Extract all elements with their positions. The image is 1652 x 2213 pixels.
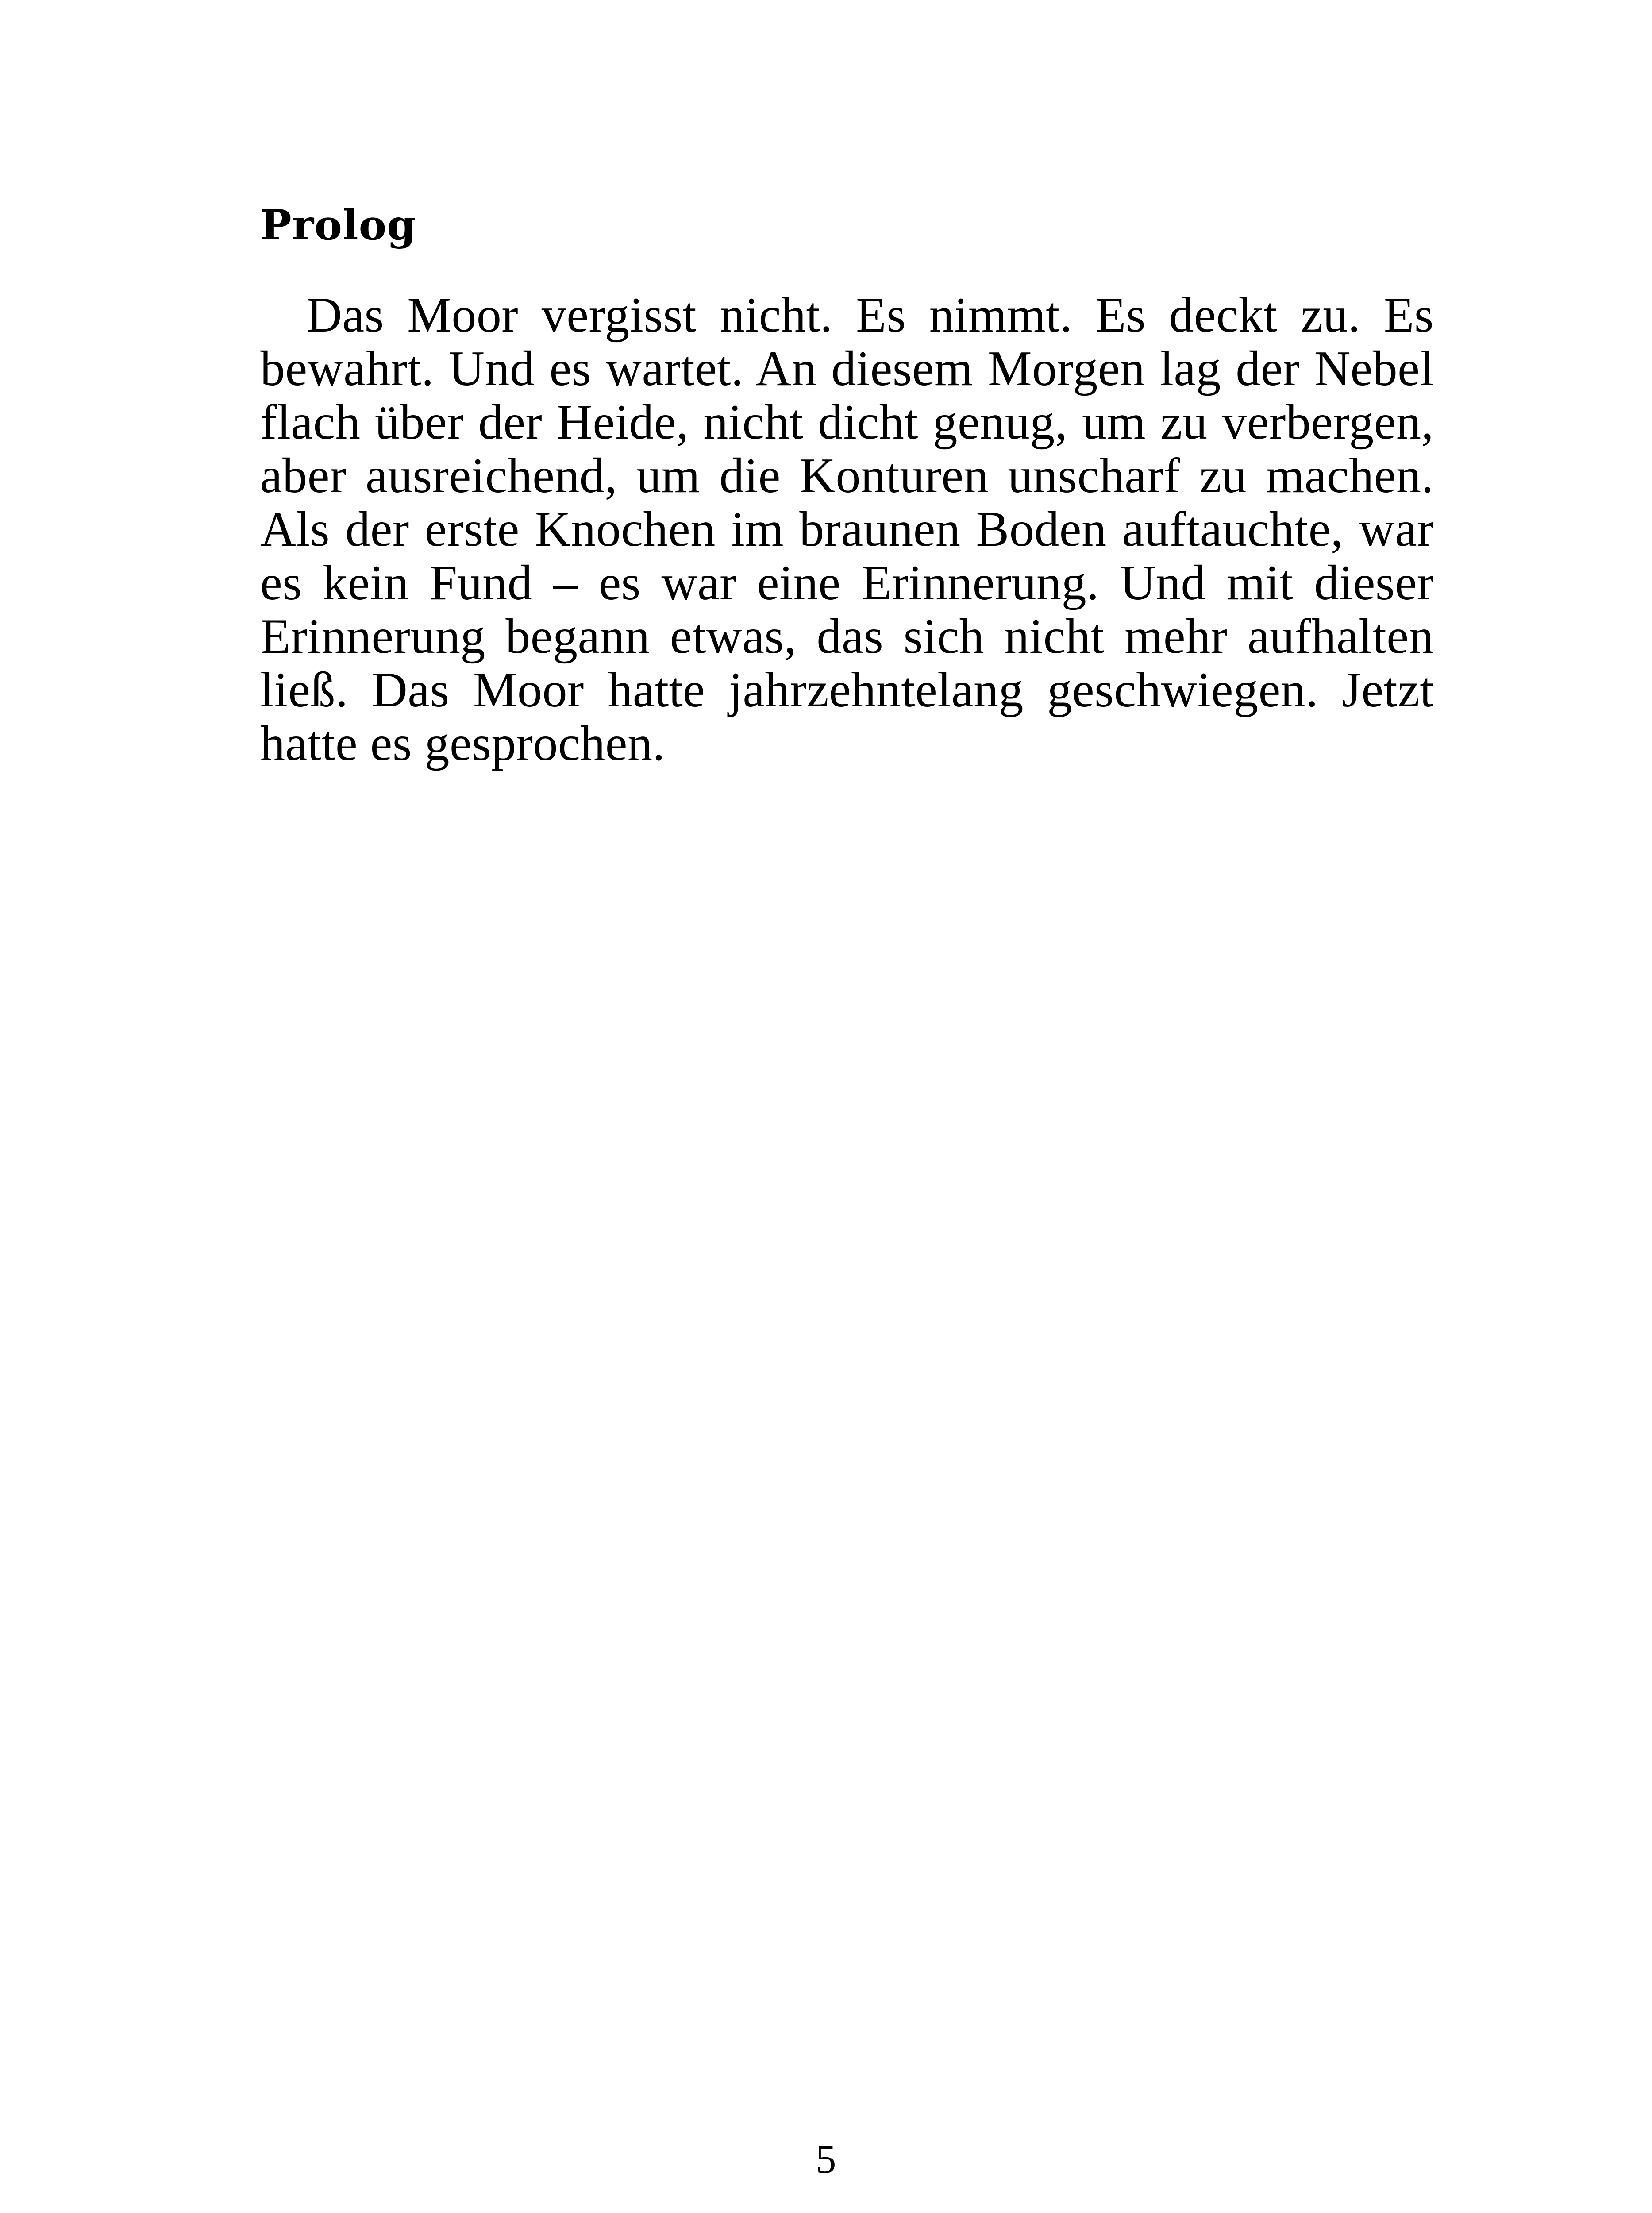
page-number: 5 <box>816 2136 836 2182</box>
body-paragraph: Das Moor vergisst nicht. Es nimmt. Es deckt zu. Es bewahrt. Und es wartet. An diesem Morgen lag der Nebel flach über der Heide, nicht dicht genug, um zu verbergen, aber ausreichend, um die Konturen unscharf zu machen. Als der erste Knochen im braunen Boden auftauchte, war es kein Fund – es war eine Erinnerung. Und mit dieser Erinnerung begann etwas, das sich nicht mehr aufhalten ließ. Das Moor hatte jahrzehntelang geschwiegen. Jetzt hatte es gesprochen. <box>260 288 1434 771</box>
chapter-heading: Prolog <box>260 201 417 250</box>
